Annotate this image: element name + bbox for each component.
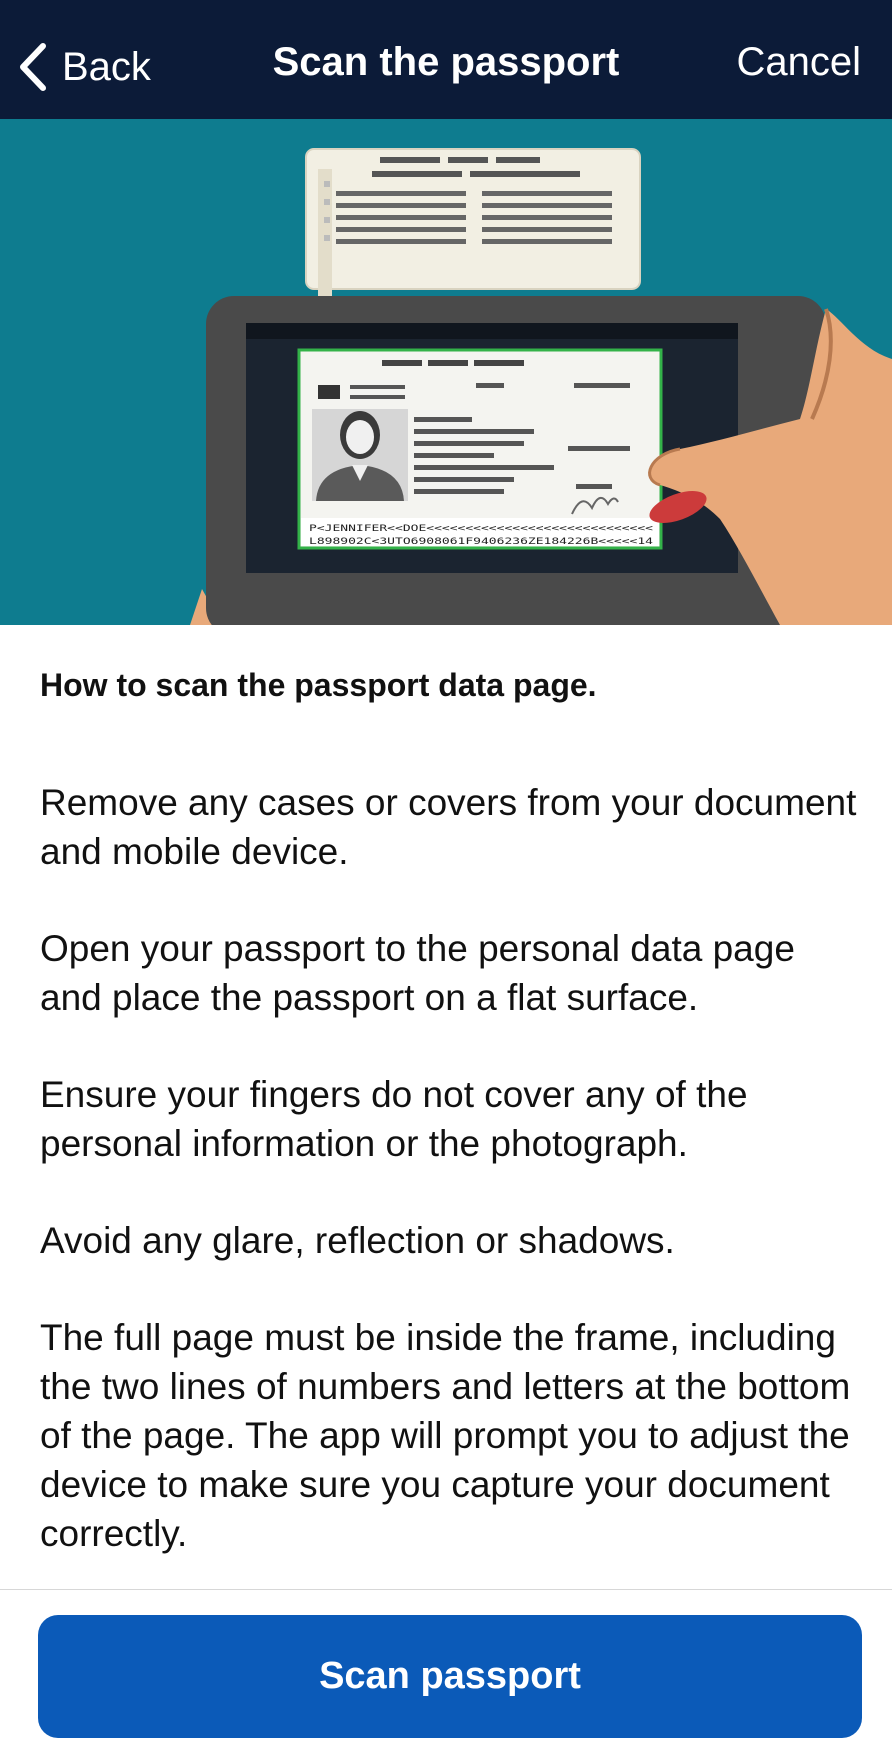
chevron-left-icon (18, 42, 48, 92)
passport-scan-illustration (0, 119, 892, 625)
instruction-step-2: Open your passport to the personal data page and place the passport on a flat surface. (40, 928, 795, 1018)
cancel-button[interactable]: Cancel (736, 40, 861, 84)
passport-top-page (306, 149, 640, 319)
instruction-step-3: Ensure your fingers do not cover any of the personal information or the photograph. (40, 1074, 748, 1164)
instructions-heading: How to scan the passport data page. (40, 667, 597, 703)
mrz-line-1: P<JENNIFER<<DOE<<<<<<<<<<<<<<<<<<<<<<<<<<<<< (309, 524, 654, 534)
passport-data-page (299, 350, 661, 548)
instruction-step-4: Avoid any glare, reflection or shadows. (40, 1220, 675, 1261)
illustration-graphic (0, 119, 892, 625)
instructions (40, 625, 860, 1589)
navigation-bar (0, 0, 892, 119)
back-button[interactable] (18, 38, 151, 96)
passport-photo (312, 409, 408, 501)
scan-passport-button[interactable]: Scan passport (38, 1615, 862, 1738)
back-label: Back (62, 44, 151, 89)
instruction-step-1: Remove any cases or covers from your document and mobile device. (40, 782, 857, 872)
instruction-step-5: The full page must be inside the frame, including the two lines of numbers and letters at the bottom of the page. The app will prompt you to adjust the device to make sure you capture your document correctly. (40, 1317, 851, 1554)
footer (0, 1589, 892, 1749)
mrz-line-2: L898902C<3UTO6908061F9406236ZE184226B<<<<<14 (309, 537, 653, 547)
page-title: Scan the passport (272, 40, 620, 84)
